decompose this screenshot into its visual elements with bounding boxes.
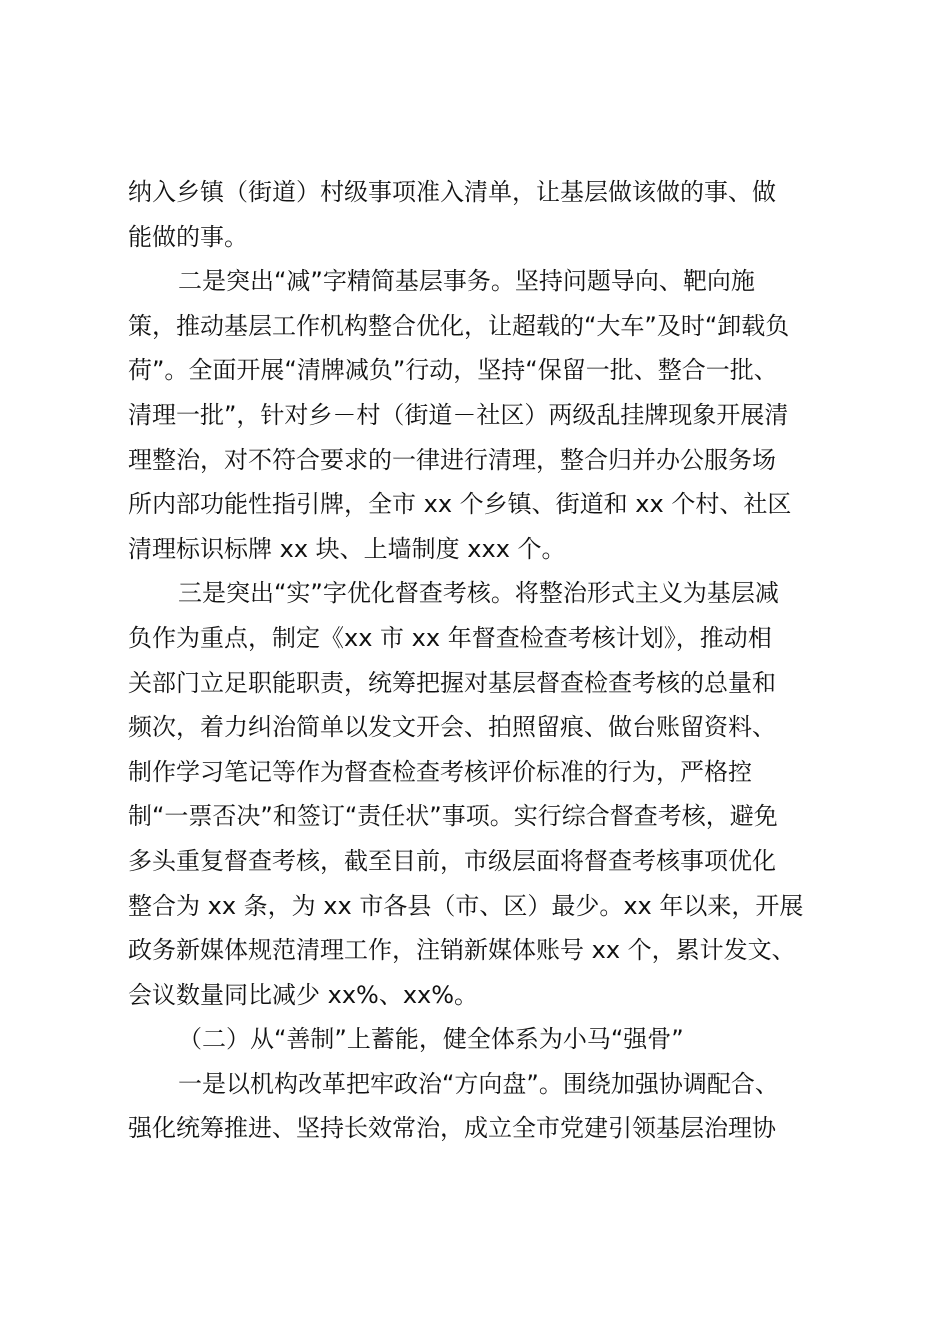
paragraph-line: 制“一票否决”和签订“责任状”事项。实行综合督查考核，避免 [128, 802, 778, 831]
document-body [128, 170, 828, 1151]
paragraph-line: 政务新媒体规范清理工作，注销新媒体账号 xx 个，累计发文、 [128, 936, 796, 965]
paragraph-line: 多头重复督查考核，截至目前，市级层面将督查考核事项优化 [128, 846, 776, 875]
paragraph-line: 二是突出“减”字精简基层事务。坚持问题导向、靶向施 [178, 267, 755, 296]
paragraph-line: 荷”。全面开展“清牌减负”行动，坚持“保留一批、整合一批、 [128, 356, 778, 385]
paragraph-line: 清理标识标牌 xx 块、上墙制度 xxx 个。 [128, 534, 566, 563]
paragraph-line: 会议数量同比减少 xx%、xx%。 [128, 980, 479, 1009]
paragraph-line: 一是以机构改革把牢政治“方向盘”。围绕加强协调配合、 [178, 1069, 779, 1098]
paragraph-line: 整合为 xx 条，为 xx 市各县（市、区）最少。xx 年以来，开展 [128, 891, 804, 920]
section-heading: （二）从“善制”上蓄能，健全体系为小马“强骨” [178, 1025, 684, 1054]
paragraph-line: 能做的事。 [128, 222, 248, 251]
paragraph-line: 理整治，对不符合要求的一律进行清理，整合归并办公服务场 [128, 445, 776, 474]
paragraph-line: 清理一批”，针对乡－村（街道－社区）两级乱挂牌现象开展清 [128, 400, 789, 429]
paragraph-line: 强化统筹推进、坚持长效常治，成立全市党建引领基层治理协 [128, 1114, 776, 1143]
paragraph-line: 频次，着力纠治简单以发文开会、拍照留痕、做台账留资料、 [128, 713, 776, 742]
paragraph-line: 纳入乡镇（街道）村级事项准入清单，让基层做该做的事、做 [128, 178, 776, 206]
paragraph-line: 关部门立足职能职责，统筹把握对基层督查检查考核的总量和 [128, 668, 776, 697]
paragraph-line: 策，推动基层工作机构整合优化，让超载的“大车”及时“卸载负 [128, 311, 790, 340]
paragraph-line: 制作学习笔记等作为督查检查考核评价标准的行为，严格控 [128, 757, 752, 786]
paragraph-line: 负作为重点，制定《xx 市 xx 年督查检查考核计划》，推动相 [128, 623, 772, 652]
paragraph-line: 所内部功能性指引牌，全市 xx 个乡镇、街道和 xx 个村、社区 [128, 490, 792, 519]
paragraph-line: 三是突出“实”字优化督查考核。将整治形式主义为基层减 [178, 579, 779, 608]
